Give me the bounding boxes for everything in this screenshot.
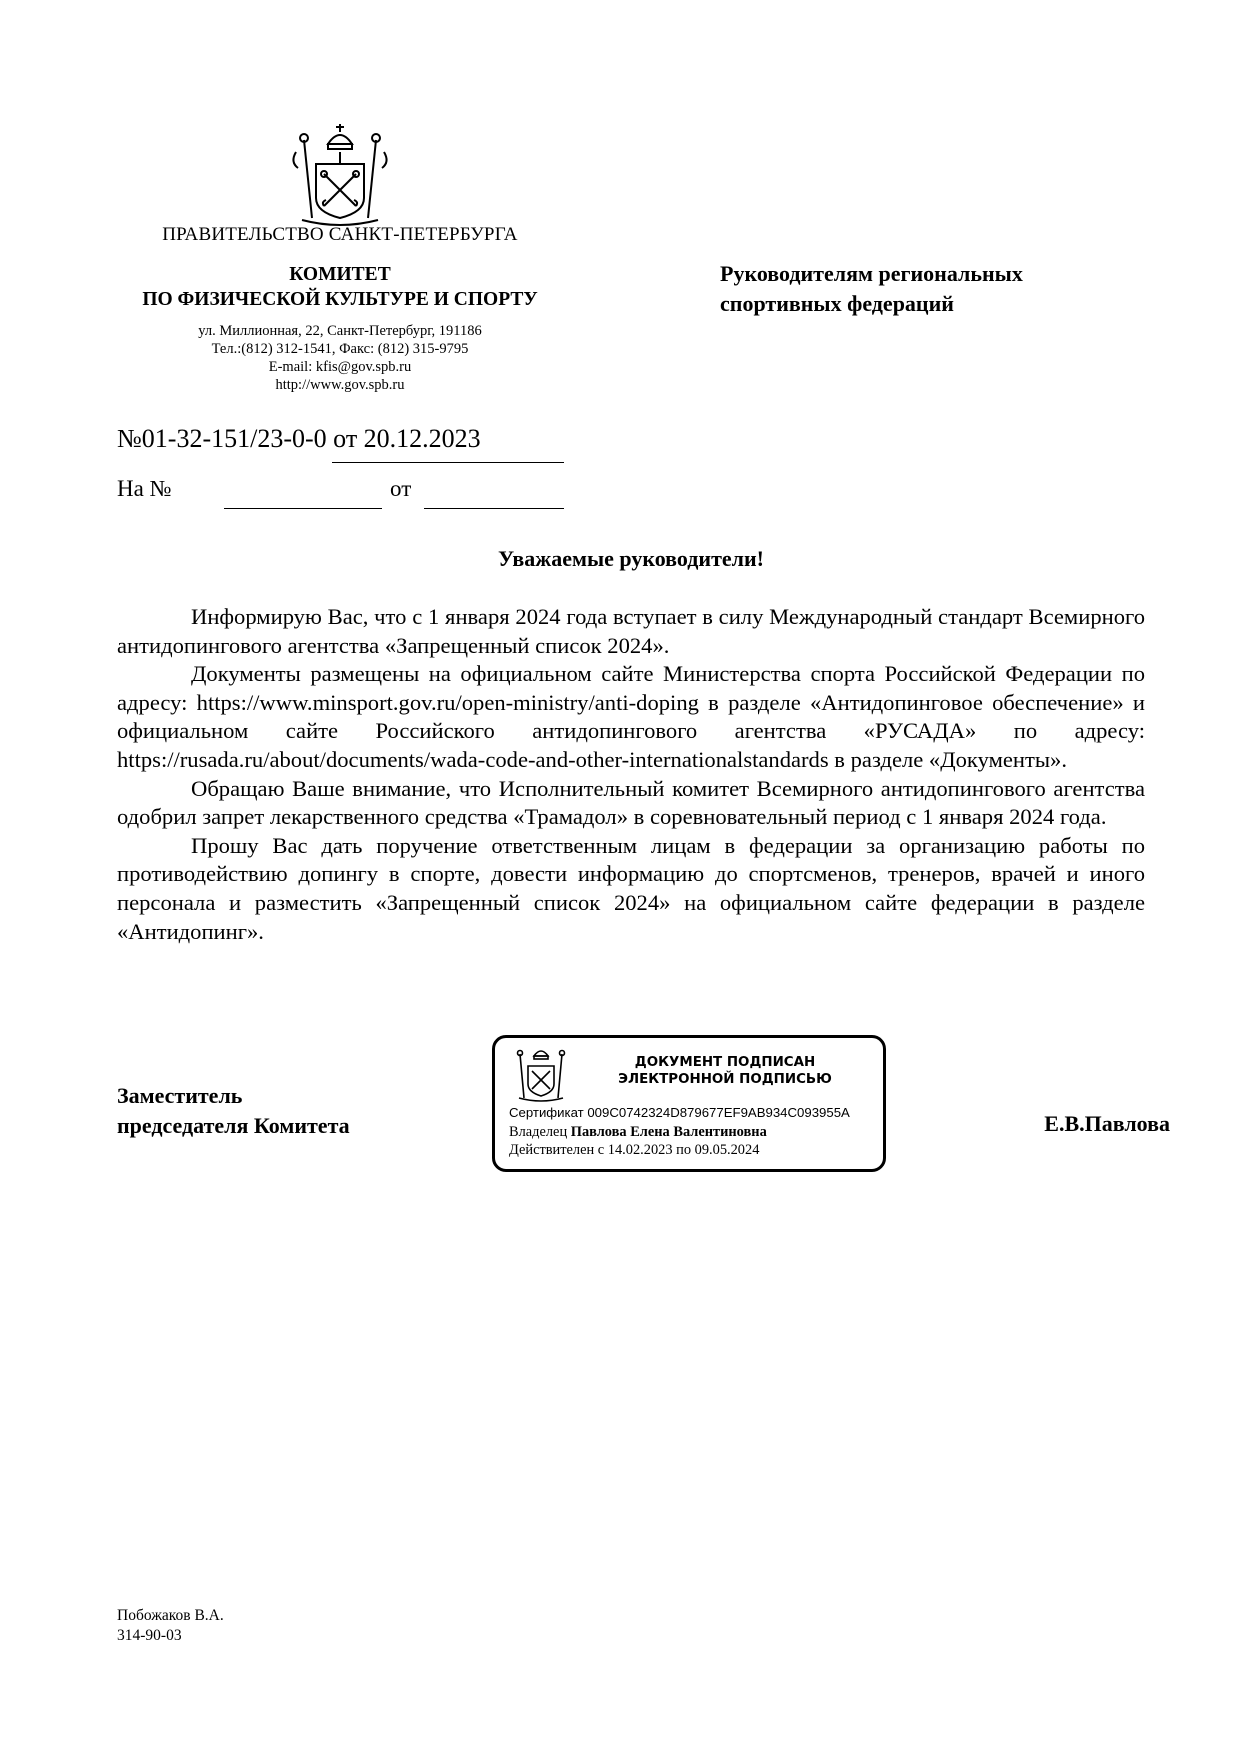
reference-ot-label: от	[390, 476, 412, 501]
executor-name: Побожаков В.А.	[117, 1607, 224, 1624]
registration-number: №01-32-151/23-0-0 от 20.12.2023	[117, 424, 481, 453]
executor-phone: 314-90-03	[117, 1627, 182, 1644]
stamp-owner-label: Владелец	[509, 1124, 568, 1140]
committee-name	[90, 262, 590, 312]
stamp-title-line2: ЭЛЕКТРОННОЙ ПОДПИСЬЮ	[618, 1072, 832, 1087]
government-name: ПРАВИТЕЛЬСТВО САНКТ-ПЕТЕРБУРГА	[162, 224, 518, 245]
letter-paragraph: Информирую Вас, что с 1 января 2024 года вступает в силу Международный стандарт Всемирного антидопингового агентства «Запрещенный список 2024».	[117, 604, 1145, 658]
letter-paragraph: Обращаю Ваше внимание, что Исполнительный комитет Всемирного антидопингового агентства одобрил запрет лекарственного средства «Трамадол» в соревновательный период с 1 января 2024 года.	[117, 775, 1145, 830]
letter-body	[117, 603, 1145, 946]
phone-text: Тел.:(812) 312-1541, Факс: (812) 315-9795	[211, 341, 469, 357]
coat-of-arms-icon	[511, 1044, 571, 1102]
contacts-block	[90, 322, 590, 394]
signatory-title-line2: председателя Комитета	[117, 1113, 350, 1138]
website-text: http://www.gov.spb.ru	[275, 377, 405, 393]
signatory-title	[117, 1081, 350, 1141]
registration-underline	[332, 462, 564, 463]
stamp-owner-name: Павлова Елена Валентиновна	[570, 1124, 767, 1140]
electronic-signature-stamp	[492, 1035, 886, 1172]
stamp-owner	[509, 1124, 767, 1141]
stamp-title-line1: ДОКУМЕНТ ПОДПИСАН	[634, 1055, 816, 1070]
committee-name-line1: КОМИТЕТ	[289, 264, 391, 285]
reference-date-underline	[424, 508, 564, 509]
addressee-line1: Руководителям региональных	[720, 261, 1023, 286]
addressee-block	[720, 259, 1140, 319]
email-text: E-mail: kfis@gov.spb.ru	[268, 359, 412, 375]
letter-greeting: Уважаемые руководители!	[498, 546, 764, 571]
stamp-validity: Действителен с 14.02.2023 по 09.05.2024	[509, 1142, 760, 1158]
committee-name-line2: ПО ФИЗИЧЕСКОЙ КУЛЬТУРЕ И СПОРТУ	[142, 289, 538, 310]
signatory-name: Е.В.Павлова	[1044, 1111, 1170, 1136]
executor-block	[117, 1606, 224, 1646]
stamp-certificate: Сертификат 009C0742324D879677EF9AB934C093955A	[509, 1105, 850, 1120]
address-text: ул. Миллионная, 22, Санкт-Петербург, 191186	[198, 323, 482, 339]
letter-paragraph: Прошу Вас дать поручение ответственным лицам в федерации за организацию работы по противодействию допингу в спорте, довести информацию до спортсменов, тренеров, врачей и иного персонала и разместить «Запрещенный список 2024» на официальном сайте федерации в разделе «Антидопинг».	[117, 832, 1145, 944]
reference-label: На №	[117, 476, 172, 501]
saint-petersburg-coat-of-arms-icon	[288, 122, 392, 228]
letter-paragraph: Документы размещены на официальном сайте Министерства спорта Российской Федерации по адресу: https://www.minsport.gov.ru/open-ministry/anti-doping в разделе «Антидопинговое обеспечение» и официальном сайте Российского антидопингового агентства «РУСАДА» по адресу: https://rusada.ru/about/documents/wada-code-and-other-internationalstandards в разделе «Документы».	[117, 661, 1145, 772]
addressee-line2: спортивных федераций	[720, 291, 954, 316]
reference-number-underline	[224, 508, 382, 509]
signatory-title-line1: Заместитель	[117, 1083, 243, 1108]
stamp-title	[585, 1054, 865, 1088]
